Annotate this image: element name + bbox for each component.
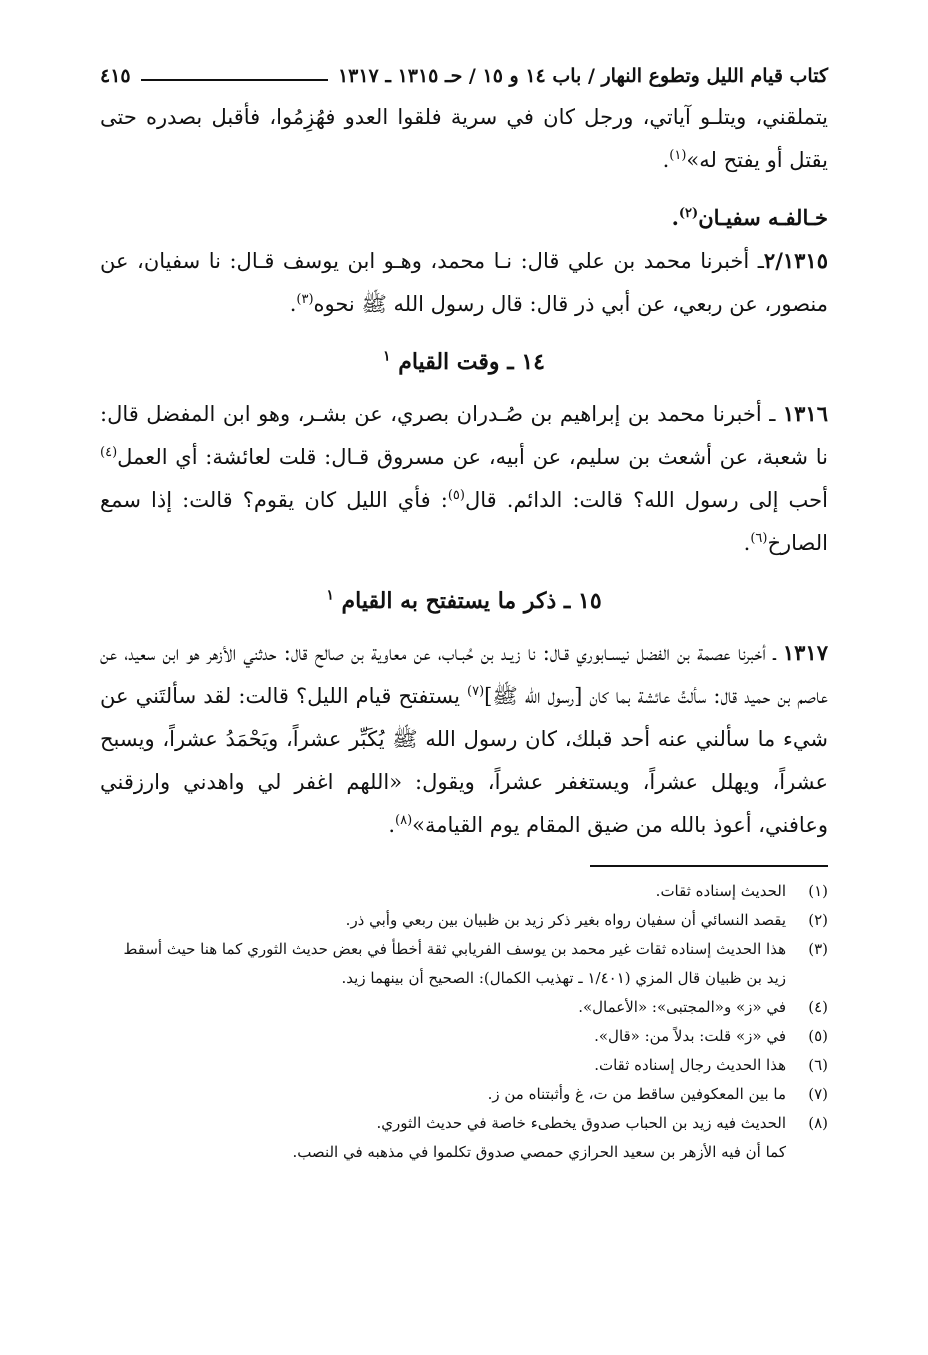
hadith-1317-part2: يستفتح قيام الليل؟ قالت: لقد سألتَني عن شيء ما سألني عنه أحد قبلك، كان رسول الله ﷺ يُكَبِّر عشراً، ويَحْمَدُ عشراً، ويسبح عشراً، ويهلل عشراً، ويستغفر عشراً، ويقول: «اللهم اغفر لي واهدني وارزقني وعافني، أعوذ بالله من ضيق المقام يوم القيامة» (100, 684, 828, 837)
footnote-number: (٨) (808, 1114, 828, 1132)
hadith-1315 (100, 239, 828, 326)
footnote-number: (٣) (808, 940, 828, 958)
header-title: كتاب قيام الليل وتطوع النهار / باب ١٤ و ١٥ / حـ ١٣١٥ ـ ١٣١٧ (337, 65, 828, 87)
running-header (100, 56, 828, 96)
footnote-ref-5: (٥) (447, 488, 465, 503)
hadith-1316-end: . (743, 531, 751, 555)
footnote-item (100, 1080, 828, 1109)
hadith-1315-end: . (289, 292, 297, 316)
footnote-item (100, 877, 828, 906)
footnote-ref-1: (١) (669, 148, 687, 163)
khalafahu-end: . (671, 205, 679, 230)
khalafahu-text: خـالفـه سفيـان (698, 205, 828, 230)
footnote-item (100, 993, 828, 1022)
chapter-heading-14-text: ١٤ ـ وقت القيام (398, 349, 545, 375)
footnote-text: هذا الحديث إسناده ثقات غير محمد بن يوسف الفريابي ثقة أخطأ في بعض حديث الثوري كما هنا حيث أسقط زيد بن ظبيان قال المزي (١/٤٠١ ـ تهذيب الكمال): الصحيح أن بينهما زيد. (123, 940, 786, 987)
footnote-item (100, 1022, 828, 1051)
footnote-number: (١) (808, 882, 828, 900)
chapter-heading-14-note: ١ (383, 348, 391, 365)
khalafahu-line (100, 196, 828, 239)
hadith-1317 (100, 631, 828, 847)
header-rule (141, 79, 328, 81)
continuation-text: يتملقني، ويتلـو آياتي، ورجل كان في سرية فلقوا العدو فهُزِمُوا، فأقبل بصدره حتى يقتل أو يفتح له» (100, 105, 828, 172)
footnote-ref-7: (٧) (467, 684, 485, 699)
hadith-1317-part1: ـ أخبرنا عصمة بن الفضل نيسـابوري قـال: نا زيـد بن حُبـاب، عن معاوية بن صالح قال: حدثني الأزهر هو ابن سعيد، عن عاصم بن حميد قال: سألتُ عائشة بما كان [رسول الله ﷺ] (100, 641, 828, 708)
hadith-1316-part2: أحب إلى رسول الله؟ قالت: الدائم. قال (464, 488, 828, 512)
footnote-number: (٤) (808, 998, 828, 1016)
footnote-item (100, 935, 828, 993)
hadith-1316 (100, 392, 828, 565)
footnote-text: الحديث إسناده ثقات. (655, 882, 786, 900)
continuation-paragraph (100, 96, 828, 182)
footnote-text: في «ز» قلت: بدلاً من: «قال». (594, 1027, 786, 1045)
footnote-item (100, 1051, 828, 1080)
footnote-ref-8: (٨) (395, 813, 413, 828)
chapter-heading-14 (100, 340, 828, 384)
chapter-heading-15 (100, 579, 828, 623)
footnote-text: يقصد النسائي أن سفيان رواه بغير ذكر زيد بن ظبيان بين ربعي وأبي ذر. (345, 911, 786, 929)
footnote-text: ما بين المعكوفين ساقط من ت، غ وأثبتناه من ز. (487, 1085, 786, 1103)
footnote-item (100, 1109, 828, 1138)
footnote-separator (590, 865, 828, 867)
continuation-end: . (662, 148, 670, 172)
hadith-1315-number: ٢/١٣١٥ (763, 248, 828, 273)
footnote-item (100, 906, 828, 935)
footnote-text: الحديث فيه زيد بن الحباب صدوق يخطىء خاصة في حديث الثوري. (376, 1114, 786, 1132)
hadith-1317-end: . (388, 813, 396, 837)
footnote-number: (٦) (808, 1056, 828, 1074)
hadith-1316-part3: : فأي الليل كان يقوم؟ قالت: إذا سمع الصارخ (100, 488, 828, 555)
hadith-1317-number: ١٣١٧ (782, 640, 828, 665)
footnotes (100, 877, 828, 1167)
page-number: ٤١٥ (100, 65, 131, 87)
footnote-ref-2: (٢) (678, 206, 699, 221)
hadith-1315-text: ـ أخبرنا محمد بن علي قال: نـا محمد، وهـو ابن يوسف قـال: نا سفيان، عن منصور، عن ربعي، عن أبي ذر قال: قال رسول الله ﷺ نحوه (100, 249, 828, 316)
footnote-number: (٥) (808, 1027, 828, 1045)
footnote-number: (٢) (808, 911, 828, 929)
chapter-heading-15-note: ١ (326, 587, 334, 604)
footnote-number: (٧) (808, 1085, 828, 1103)
footnote-text: في «ز» و«المجتبى»: «الأعمال». (578, 998, 786, 1016)
hadith-1316-part1: ـ أخبرنا محمد بن إبراهيم بن صُـدران بصري، عن بشـر، وهو ابن المفضل قال: نا شعبة، عن أشعث بن سليم، عن أبيه، عن مسروق قـال: قلت لعائشة: أي العمل (100, 402, 828, 469)
footnote-8-continuation: كما أن فيه الأزهر بن سعيد الحرازي حمصي صدوق تكلموا في مذهبه في النصب. (292, 1143, 786, 1161)
chapter-heading-15-text: ١٥ ـ ذكر ما يستفتح به القيام (341, 588, 602, 614)
book-page (100, 56, 828, 1167)
footnote-text: هذا الحديث رجال إسناده ثقات. (594, 1056, 786, 1074)
footnote-ref-3: (٣) (296, 292, 314, 307)
footnote-ref-6: (٦) (750, 531, 768, 546)
main-text (100, 96, 828, 847)
hadith-1316-number: ١٣١٦ (782, 401, 828, 426)
footnote-ref-4: (٤) (100, 445, 118, 460)
